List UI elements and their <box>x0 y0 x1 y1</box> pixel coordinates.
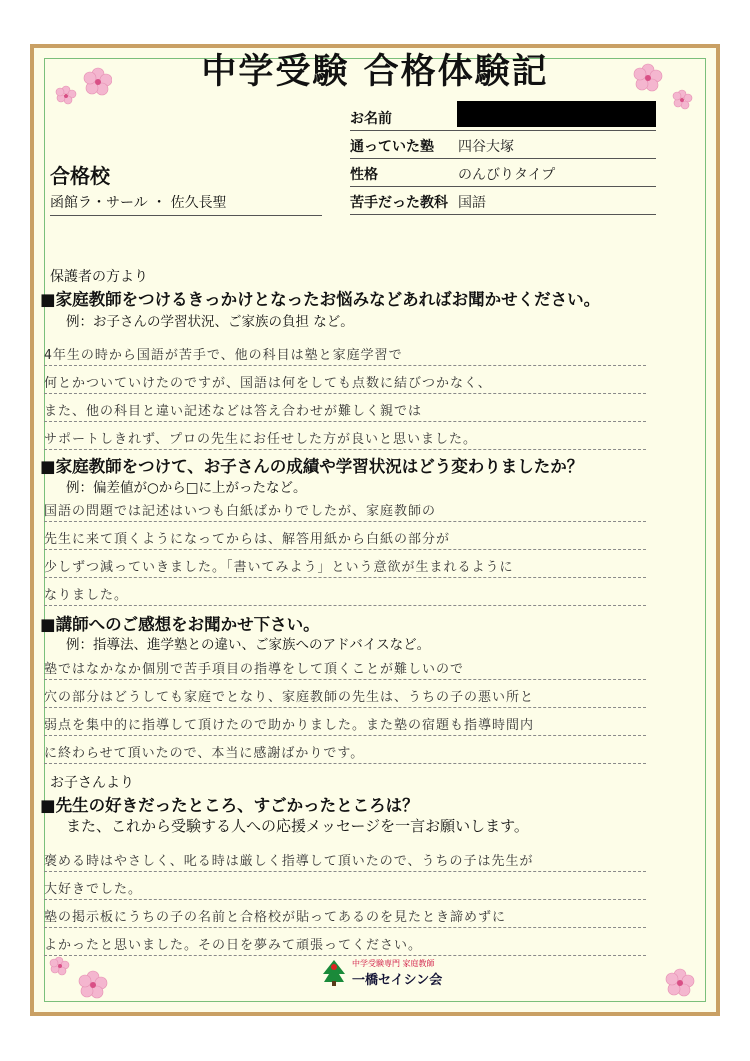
answer-line: 先生に来て頂くようになってからは、解答用紙から白紙の部分が <box>44 524 646 550</box>
juku-value: 四谷大塚 <box>458 139 514 155</box>
redacted-name-bar <box>457 101 656 127</box>
weak-subject-value: 国語 <box>458 195 486 211</box>
answer-line: 塾ではなかなか個別で苦手項目の指導をして頂くことが難しいので <box>44 654 646 680</box>
juku-label: 通っていた塾 <box>350 139 434 155</box>
school-heading: 合格校 <box>50 164 110 188</box>
student-info-table <box>350 103 656 215</box>
answer-line: 大好きでした。 <box>44 874 646 900</box>
answer-line: 何とかついていけたのですが、国語は何をしても点数に結びつかなく、 <box>44 368 646 394</box>
answer-line: 国語の問題では記述はいつも白紙ばかりでしたが、家庭教師の <box>44 496 646 522</box>
info-row-personality <box>350 159 656 187</box>
name-label: お名前 <box>350 111 392 127</box>
company-logo <box>322 958 442 988</box>
child-section-label: お子さんより <box>50 775 134 791</box>
answer-line: 穴の部分はどうしても家庭でとなり、家庭教師の先生は、うちの子の悪い所と <box>44 682 646 708</box>
answer-line: 褒める時はやさしく、叱る時は厳しく指導して頂いたので、うちの子は先生が <box>44 846 646 872</box>
answer-line: 4年生の時から国語が苦手で、他の科目は塾と家庭学習で <box>44 340 646 366</box>
tree-logo-icon <box>322 959 346 987</box>
info-row-name <box>350 103 656 131</box>
question-4-line-2: また、これから受験する人への応援メッセージを一言お願いします。 <box>66 817 529 835</box>
question-1: ■家庭教師をつけるきっかけとなったお悩みなどあればお聞かせください。 <box>40 290 601 309</box>
school-value: 函館ラ・サール ・ 佐久長聖 <box>50 192 322 216</box>
question-4: ■先生の好きだったところ、すごかったところは？ <box>40 796 419 815</box>
weak-subject-label: 苦手だった教科 <box>350 195 448 211</box>
answer-line: 弱点を集中的に指導して頂けたので助かりました。また塾の宿題も指導時間内 <box>44 710 646 736</box>
answer-line: よかったと思いました。その日を夢みて頑張ってください。 <box>44 930 646 956</box>
answer-line: に終わらせて頂いたので、本当に感謝ばかりです。 <box>44 738 646 764</box>
page-title: 中学受験 合格体験記 <box>201 51 549 92</box>
question-2: ■家庭教師をつけて、お子さんの成績や学習状況はどう変わりましたか？ <box>40 457 584 476</box>
personality-value: のんびりタイプ <box>458 167 556 183</box>
cherry-blossom-icon <box>640 945 710 1005</box>
answer-line: 少しずつ減っていきました。「書いてみよう」という意欲が生まれるように <box>44 552 646 578</box>
logo-subtitle: 中学受験専門 家庭教師 <box>352 959 435 968</box>
question-1-example: 例：お子さんの学習状況、ご家族の負担 など。 <box>66 314 354 330</box>
answer-line: 塾の掲示板にうちの子の名前と合格校が貼ってあるのを見たとき諦めずに <box>44 902 646 928</box>
info-row-juku <box>350 131 656 159</box>
question-3: ■講師へのご感想をお聞かせ下さい。 <box>40 615 320 634</box>
logo-name: 一橋セイシン会 <box>352 973 443 988</box>
answer-line: なりました。 <box>44 580 646 606</box>
answer-line: また、他の科目と違い記述などは答え合わせが難しく親では <box>44 396 646 422</box>
question-2-example: 例：偏差値が○から□に上がったなど。 <box>66 480 307 496</box>
answer-line: サポートしきれず、プロの先生にお任せした方が良いと思いました。 <box>44 424 646 450</box>
question-3-example: 例：指導法、進学塾との違い、ご家族へのアドバイスなど。 <box>66 637 431 653</box>
personality-label: 性格 <box>350 167 378 183</box>
parent-section-label: 保護者の方より <box>50 269 148 285</box>
info-row-weak-subject <box>350 187 656 215</box>
